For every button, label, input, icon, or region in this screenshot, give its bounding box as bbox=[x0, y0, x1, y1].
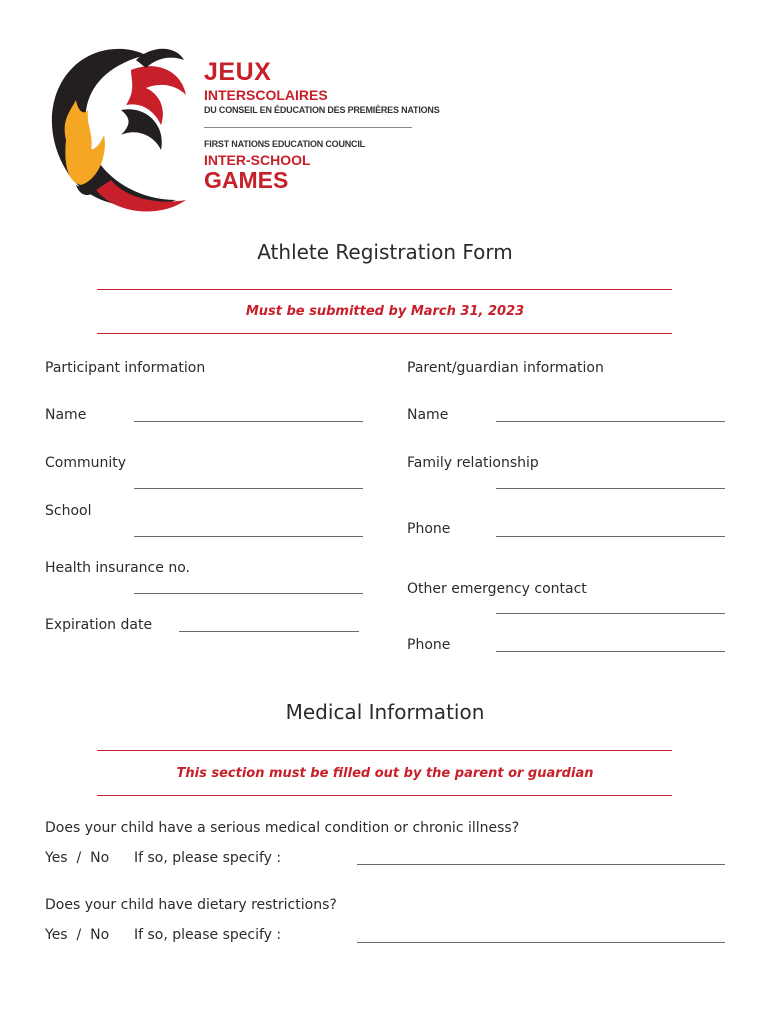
relationship-field[interactable] bbox=[496, 488, 725, 489]
logo-jeux: JEUX bbox=[204, 58, 272, 86]
medical-notice: This section must be filled out by the parent or guardian bbox=[176, 766, 594, 781]
medical-specify-field-2[interactable] bbox=[357, 942, 725, 943]
health-insurance-field[interactable] bbox=[134, 593, 363, 594]
medical-divider-top bbox=[97, 750, 672, 751]
logo-inter-school: INTER-SCHOOL bbox=[204, 152, 311, 168]
medical-question-1: Does your child have a serious medical condition or chronic illness? bbox=[45, 820, 520, 836]
school-label: School bbox=[45, 503, 92, 519]
emergency-contact-field[interactable] bbox=[496, 613, 725, 614]
medical-divider-bottom bbox=[97, 795, 672, 796]
form-title: Athlete Registration Form bbox=[257, 240, 513, 264]
medical-yes-no-2[interactable]: Yes / No bbox=[45, 927, 110, 943]
deadline-notice: Must be submitted by March 31, 2023 bbox=[245, 304, 525, 319]
logo-fnec: FIRST NATIONS EDUCATION COUNCIL bbox=[204, 139, 365, 149]
logo-conseil: DU CONSEIL EN ÉDUCATION DES PREMIÈRES NATIONS bbox=[204, 105, 440, 115]
guardian-heading: Parent/guardian information bbox=[407, 360, 604, 376]
community-label: Community bbox=[45, 455, 127, 471]
divider-bottom bbox=[97, 333, 672, 334]
emergency-phone-field[interactable] bbox=[496, 651, 725, 652]
participant-heading: Participant information bbox=[45, 360, 206, 376]
guardian-name-label: Name bbox=[407, 407, 449, 423]
medical-question-2: Does your child have dietary restrictions? bbox=[45, 897, 337, 913]
community-field[interactable] bbox=[134, 488, 363, 489]
medical-specify-label-1: If so, please specify : bbox=[134, 850, 282, 866]
medical-specify-field-1[interactable] bbox=[357, 864, 725, 865]
medical-yes-no-1[interactable]: Yes / No bbox=[45, 850, 110, 866]
school-field[interactable] bbox=[134, 536, 363, 537]
medical-specify-label-2: If so, please specify : bbox=[134, 927, 282, 943]
participant-name-label: Name bbox=[45, 407, 87, 423]
logo-divider bbox=[204, 127, 412, 128]
games-emblem-icon bbox=[36, 40, 196, 220]
logo-games: GAMES bbox=[204, 167, 289, 193]
guardian-phone-label: Phone bbox=[407, 521, 451, 537]
expiration-field[interactable] bbox=[179, 631, 359, 632]
guardian-phone-field[interactable] bbox=[496, 536, 725, 537]
relationship-label: Family relationship bbox=[407, 455, 539, 471]
health-insurance-label: Health insurance no. bbox=[45, 560, 190, 576]
expiration-label: Expiration date bbox=[45, 617, 153, 633]
games-logo bbox=[36, 40, 440, 220]
participant-name-field[interactable] bbox=[134, 421, 363, 422]
emergency-phone-label: Phone bbox=[407, 637, 451, 653]
logo-interscolaires: INTERSCOLAIRES bbox=[204, 87, 328, 103]
guardian-name-field[interactable] bbox=[496, 421, 725, 422]
emergency-contact-label: Other emergency contact bbox=[407, 581, 587, 597]
medical-title: Medical Information bbox=[285, 700, 485, 724]
divider-top bbox=[97, 289, 672, 290]
